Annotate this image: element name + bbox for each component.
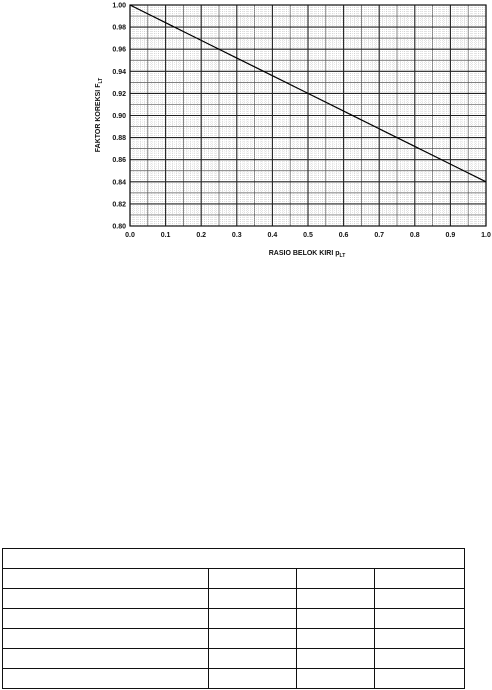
x-tick-labels [125, 232, 491, 239]
table-cell [209, 669, 297, 689]
y-tick-labels [112, 3, 126, 231]
table-cell [375, 649, 465, 669]
y-tick-label: 0.84 [112, 179, 126, 187]
table-cell [297, 629, 375, 649]
y-tick-label: 0.92 [112, 90, 126, 98]
table-row [3, 609, 465, 629]
table-row [3, 549, 465, 569]
table-row [3, 669, 465, 689]
y-tick-label: 0.96 [112, 46, 126, 54]
y-tick-label: 0.94 [112, 68, 126, 76]
x-tick-label: 0.2 [196, 232, 207, 239]
y-tick-label: 0.80 [112, 223, 126, 231]
table-row [3, 569, 465, 589]
table-cell [375, 589, 465, 609]
table-cell [297, 569, 375, 589]
blank-table-container [2, 548, 464, 689]
table-cell [3, 609, 209, 629]
table-cell [209, 589, 297, 609]
table-cell [209, 609, 297, 629]
table-cell [297, 589, 375, 609]
x-axis-label [269, 250, 346, 259]
y-tick-label: 0.82 [112, 201, 126, 209]
table-cell [297, 669, 375, 689]
table-cell [3, 549, 465, 569]
x-tick-label: 0.9 [445, 232, 456, 239]
x-tick-label: 0.3 [231, 232, 242, 239]
x-tick-label: 0.1 [160, 232, 171, 239]
x-tick-label: 0.6 [338, 232, 349, 239]
table-cell [3, 589, 209, 609]
table-cell [297, 649, 375, 669]
table-cell [375, 569, 465, 589]
table-cell [3, 629, 209, 649]
x-tick-label: 1.0 [481, 232, 491, 239]
table-cell [375, 669, 465, 689]
x-tick-label: 0.7 [374, 232, 385, 239]
table-row [3, 649, 465, 669]
x-tick-label: 0.0 [125, 232, 135, 239]
table-cell [209, 649, 297, 669]
x-tick-label: 0.8 [409, 232, 420, 239]
x-axis-label-subscript: LT [339, 253, 346, 259]
table-cell [3, 669, 209, 689]
y-axis-label-main: FAKTOR KOREKSI F [95, 83, 102, 153]
table-cell [209, 629, 297, 649]
table-cell [209, 569, 297, 589]
y-tick-label: 0.88 [112, 135, 126, 143]
table-cell [375, 609, 465, 629]
table-row [3, 589, 465, 609]
y-axis-label [95, 78, 104, 152]
table-cell [297, 609, 375, 629]
y-tick-label: 0.90 [112, 113, 126, 120]
y-tick-label: 0.86 [112, 157, 126, 165]
y-tick-label: 0.98 [112, 24, 126, 32]
x-axis-label-main: RASIO BELOK KIRI p [268, 250, 340, 257]
table-row [3, 629, 465, 649]
correction-factor-chart [0, 0, 492, 270]
table-cell [3, 569, 209, 589]
table-cell [3, 649, 209, 669]
y-axis-label-subscript: LT [98, 77, 104, 84]
x-tick-label: 0.4 [267, 232, 278, 239]
x-tick-label: 0.5 [303, 232, 313, 239]
table-cell [375, 629, 465, 649]
y-tick-label: 1.00 [112, 2, 126, 10]
blank-table [2, 548, 465, 689]
